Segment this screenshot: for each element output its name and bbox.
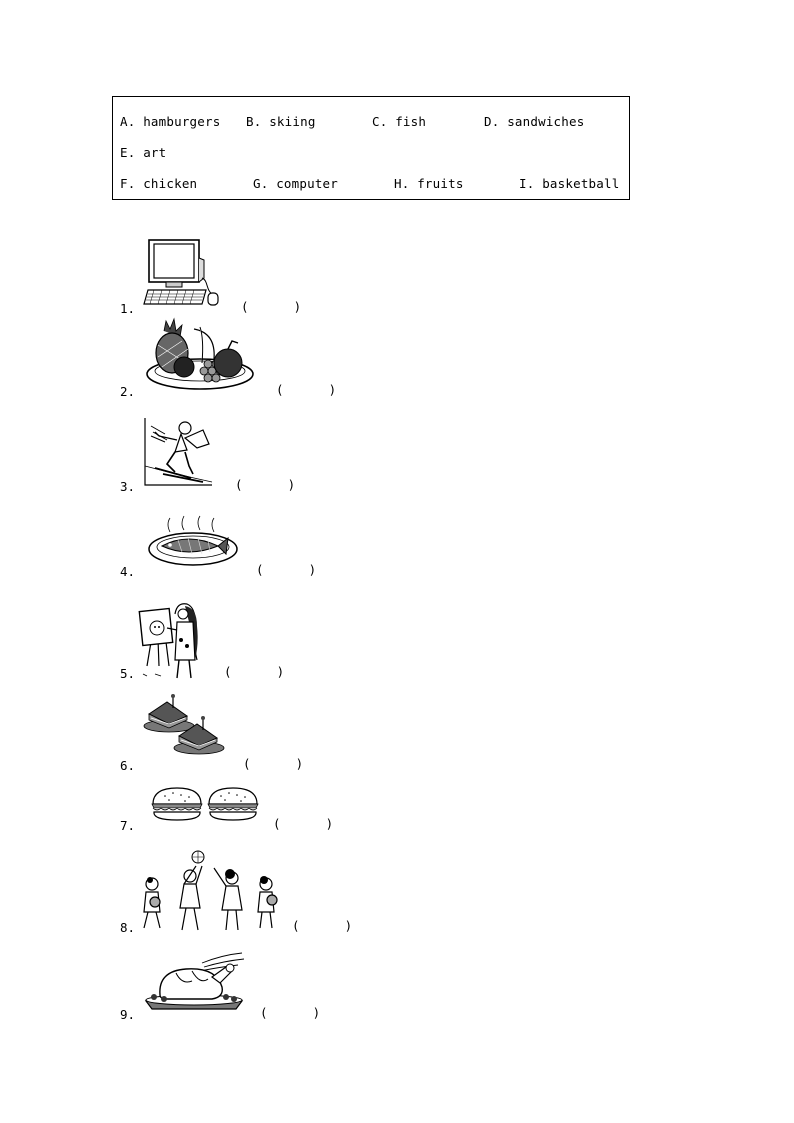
option-b: B. skiing bbox=[246, 114, 316, 129]
word-bank-box bbox=[112, 96, 630, 200]
question-number: 1. bbox=[120, 301, 136, 316]
answer-blank[interactable]: ( ) bbox=[260, 1005, 321, 1020]
answer-blank[interactable]: ( ) bbox=[241, 299, 302, 314]
skiing-picture bbox=[145, 418, 213, 486]
option-e: E. art bbox=[120, 145, 167, 160]
hamburgers-picture bbox=[151, 786, 259, 824]
answer-blank[interactable]: ( ) bbox=[224, 664, 285, 679]
question-number: 4. bbox=[120, 564, 136, 579]
basketball-picture bbox=[140, 850, 282, 934]
question-number: 8. bbox=[120, 920, 136, 935]
sandwiches-picture bbox=[143, 692, 225, 758]
answer-blank[interactable]: ( ) bbox=[243, 756, 304, 771]
art-picture bbox=[137, 600, 199, 680]
question-number: 2. bbox=[120, 384, 136, 399]
computer-picture bbox=[144, 238, 224, 306]
answer-blank[interactable]: ( ) bbox=[292, 918, 353, 933]
answer-blank[interactable]: ( ) bbox=[235, 477, 296, 492]
question-number: 9. bbox=[120, 1007, 136, 1022]
question-number: 3. bbox=[120, 479, 136, 494]
answer-blank[interactable]: ( ) bbox=[256, 562, 317, 577]
answer-blank[interactable]: ( ) bbox=[273, 816, 334, 831]
fruits-picture bbox=[146, 319, 254, 393]
question-number: 5. bbox=[120, 666, 136, 681]
answer-blank[interactable]: ( ) bbox=[276, 382, 337, 397]
fish-picture bbox=[148, 516, 238, 568]
option-c: C. fish bbox=[372, 114, 427, 129]
option-a: A. hamburgers bbox=[120, 114, 221, 129]
option-d: D. sandwiches bbox=[484, 114, 585, 129]
chicken-picture bbox=[142, 951, 246, 1011]
question-number: 7. bbox=[120, 818, 136, 833]
option-g: G. computer bbox=[253, 176, 338, 191]
question-number: 6. bbox=[120, 758, 136, 773]
option-h: H. fruits bbox=[394, 176, 464, 191]
option-f: F. chicken bbox=[120, 176, 198, 191]
option-i: I. basketball bbox=[519, 176, 620, 191]
